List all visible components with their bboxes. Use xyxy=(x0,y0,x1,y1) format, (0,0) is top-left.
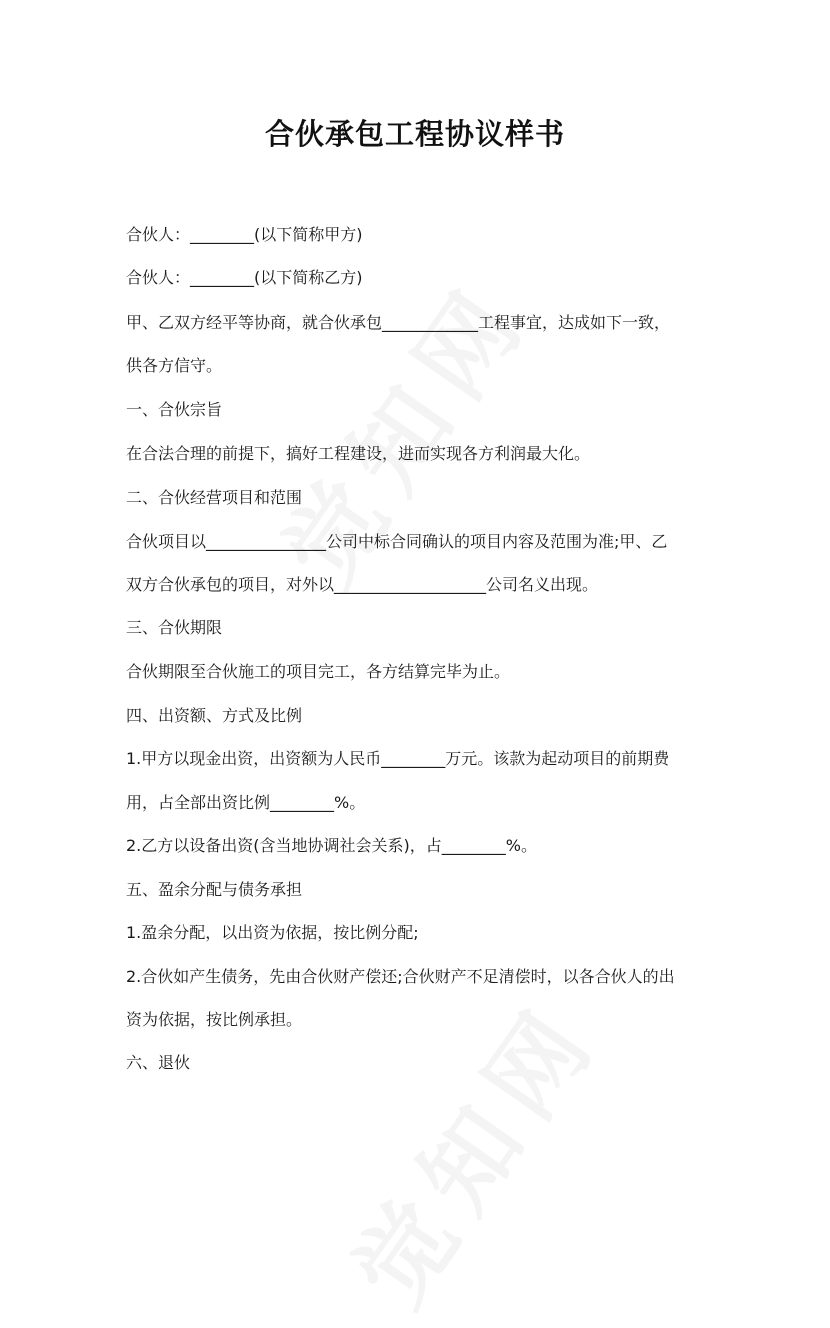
paragraph-line: 1.盈余分配，以出资为依据，按比例分配; xyxy=(126,923,419,942)
party-b-line: 合伙人：________(以下简称乙方) xyxy=(126,268,363,287)
section-heading: 二、合伙经营项目和范围 xyxy=(126,488,303,507)
paragraph-line: 2.乙方以设备出资(含当地协调社会关系)，占________%。 xyxy=(126,836,537,855)
section-heading: 五、盈余分配与债务承担 xyxy=(126,880,303,899)
watermark xyxy=(317,969,625,1328)
paragraph-line: 1.甲方以现金出资，出资额为人民币________万元。该款为起动项目的前期费 xyxy=(126,749,670,768)
watermark xyxy=(247,249,555,608)
document-title: 合伙承包工程协议样书 xyxy=(264,117,565,151)
paragraph-line: 供各方信守。 xyxy=(126,356,223,375)
paragraph-line: 甲、乙双方经平等协商，就合伙承包____________工程事宜，达成如下一致， xyxy=(126,313,671,332)
section-heading: 一、合伙宗旨 xyxy=(126,400,223,419)
paragraph-line: 2.合伙如产生债务，先由合伙财产偿还;合伙财产不足清偿时，以各合伙人的出 xyxy=(126,967,675,986)
section-heading: 四、出资额、方式及比例 xyxy=(126,706,303,725)
section-heading: 六、退伙 xyxy=(126,1053,191,1072)
paragraph-line: 合伙期限至合伙施工的项目完工，各方结算完毕为止。 xyxy=(126,662,511,681)
paragraph-line: 双方合伙承包的项目，对外以___________________公司名义出现。 xyxy=(126,575,599,594)
paragraph-line: 用，占全部出资比例________%。 xyxy=(126,793,366,812)
paragraph-line: 合伙项目以_______________公司中标合同确认的项目内容及范围为准;甲、乙 xyxy=(126,532,668,551)
party-a-line: 合伙人：________(以下简称甲方) xyxy=(126,225,363,244)
section-heading: 三、合伙期限 xyxy=(126,618,223,637)
paragraph-line: 在合法合理的前提下，搞好工程建设，进而实现各方利润最大化。 xyxy=(126,444,591,463)
paragraph-line: 资为依据，按比例承担。 xyxy=(126,1010,303,1029)
